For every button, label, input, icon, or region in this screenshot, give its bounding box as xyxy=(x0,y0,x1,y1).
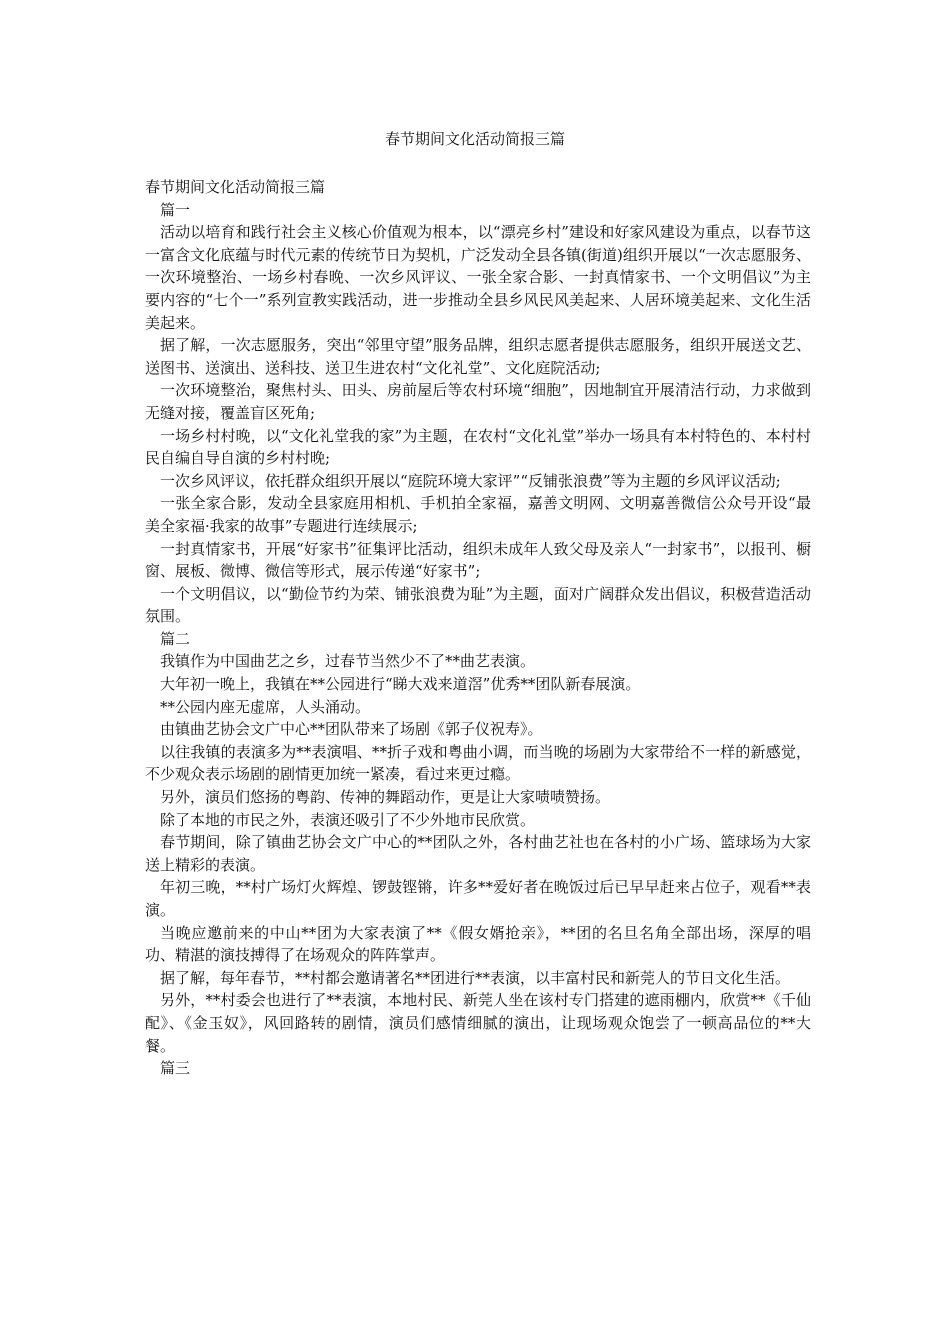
paragraph: 据了解，每年春节，**村都会邀请著名**团进行**表演，以丰富村民和新莞人的节日文化生活。 xyxy=(160,968,791,987)
paragraph: 大年初一晚上，我镇在**公园进行“睇大戏来道滘”优秀**团队新春展演。 xyxy=(160,675,641,694)
paragraph: **公园内座无虚席，人头涌动。 xyxy=(160,697,371,716)
paragraph: 另外，**村委会也进行了**表演，本地村民、新莞人坐在该村专门搭建的遮雨棚内，欣赏**《千仙配》、《金玉奴》，风回路转的剧情，演员们感情细腻的演出，让现场观众饱尝了一顿高品位的**大餐。 xyxy=(145,991,811,1055)
paragraph: 年初三晚，**村广场灯火辉煌、锣鼓铿锵，许多**爱好者在晚饭过后已早早赶来占位子，观看**表演。 xyxy=(145,878,811,919)
paragraph: 另外，演员们悠扬的粤韵、传神的舞蹈动作，更是让大家啧啧赞扬。 xyxy=(160,788,611,807)
paragraph: 一次环境整治，聚焦村头、田头、房前屋后等农村环境“细胞”，因地制宜开展清洁行动，力求做到无缝对接，覆盖盲区死角; xyxy=(145,381,811,422)
paragraph: 春节期间，除了镇曲艺协会文广中心的**团队之外，各村曲艺社也在各村的小广场、篮球场为大家送上精彩的表演。 xyxy=(145,833,811,874)
paragraph: 由镇曲艺协会文广中心**团队带来了场剧《郭子仪祝寿》。 xyxy=(160,720,543,739)
paragraph: 当晚应邀前来的中山**团为大家表演了**《假女婿抢亲》，**团的名旦名角全部出场，深厚的唱功、精湛的演技搏得了在场观众的阵阵掌声。 xyxy=(145,923,811,965)
paragraph: 活动以培育和践行社会主义核心价值观为根本，以“漂亮乡村”建设和好家风建设为重点，以春节这一富含文化底蕴与时代元素的传统节日为契机，广泛发动全县各镇(街道)组织开展以“一次志愿服务、一次环境整治、一场乡村春晚、一次乡风评议、一张全家合影、一封真情家书、一个文明倡议”为主要内容的“七个一”系列宣教实践活动，进一步推动全县乡风民风美起来、人居环境美起来、文化生活美起来。 xyxy=(145,223,811,332)
paragraph: 除了本地的市民之外，表演还吸引了不少外地市民欣赏。 xyxy=(160,810,536,829)
section-heading-1: 篇一 xyxy=(160,200,191,219)
paragraph: 一次乡风评议，依托群众组织开展以“庭院环境大家评”“反铺张浪费”等为主题的乡风评议活动; xyxy=(160,471,781,490)
section-heading-3: 篇三 xyxy=(160,1059,191,1078)
paragraph: 一场乡村村晚，以“文化礼堂我的家”为主题，在农村“文化礼堂”举办一场具有本村特色的、本村村民自编自导自演的乡村村晚; xyxy=(145,426,811,468)
paragraph: 我镇作为中国曲艺之乡，过春节当然少不了**曲艺表演。 xyxy=(160,652,536,671)
document-body xyxy=(145,176,811,1080)
document-title: 春节期间文化活动简报三篇 xyxy=(384,130,565,148)
section-heading-2: 篇二 xyxy=(160,629,191,648)
document-subtitle: 春节期间文化活动简报三篇 xyxy=(145,178,326,196)
paragraph: 一个文明倡议，以“勤俭节约为荣、铺张浪费为耻”为主题，面对广阔群众发出倡议，积极营造活动氛围。 xyxy=(145,584,811,626)
paragraph: 据了解，一次志愿服务，突出“邻里守望”服务品牌，组织志愿者提供志愿服务，组织开展送文艺、送图书、送演出、送科技、送卫生进农村“文化礼堂”、文化庭院活动; xyxy=(145,336,811,377)
paragraph: 以往我镇的表演多为**表演唱、**折子戏和粤曲小调，而当晚的场剧为大家带给不一样的新感觉，不少观众表示场剧的剧情更加统一紧凑，看过来更过瘾。 xyxy=(145,742,811,784)
paragraph: 一张全家合影，发动全县家庭用相机、手机拍全家福，嘉善文明网、文明嘉善微信公众号开设“最美全家福·我家的故事”专题进行连续展示; xyxy=(145,494,811,535)
paragraph: 一封真情家书，开展“好家书”征集评比活动，组织未成年人致父母及亲人“一封家书”，以报刊、橱窗、展板、微博、微信等形式，展示传递“好家书”; xyxy=(145,539,811,581)
